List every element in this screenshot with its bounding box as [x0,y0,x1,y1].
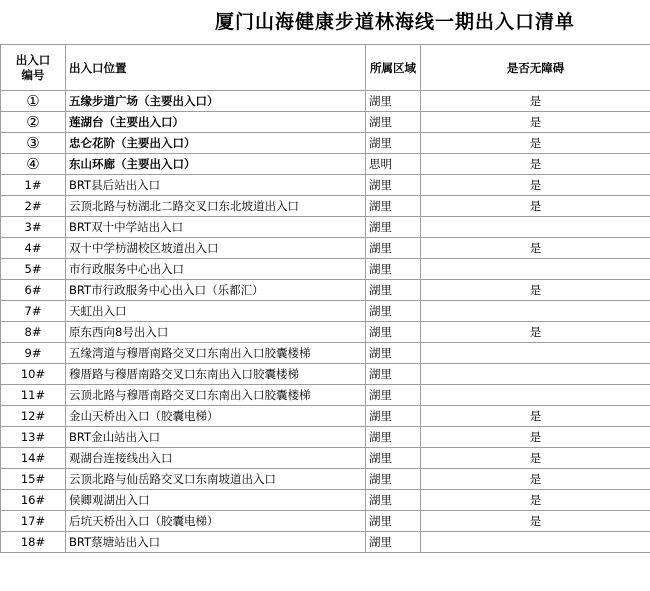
table-body [1,91,650,553]
cell-code[interactable]: 17# [1,511,66,532]
table-row [1,112,650,133]
cell-location[interactable]: 金山天桥出入口（胶囊电梯） [66,406,366,427]
table-row [1,196,650,217]
cell-code[interactable]: 2# [1,196,66,217]
cell-location[interactable]: 侯卿观湖出入口 [66,490,366,511]
table-row [1,154,650,175]
header-location[interactable]: 出入口位置 [66,45,366,91]
cell-code[interactable]: ④ [1,154,66,175]
cell-code[interactable]: 12# [1,406,66,427]
cell-code[interactable]: 18# [1,532,66,553]
cell-code[interactable]: 14# [1,448,66,469]
header-accessible[interactable]: 是否无障碍 [421,45,650,91]
cell-accessible[interactable]: 是 [421,112,650,133]
cell-code[interactable]: 10# [1,364,66,385]
cell-location[interactable]: 莲湖台（主要出入口） [66,112,366,133]
table-row [1,238,650,259]
cell-code[interactable]: 4# [1,238,66,259]
cell-code[interactable]: ① [1,91,66,112]
header-code-line1: 出入口 [15,52,51,67]
cell-area[interactable]: 湖里 [366,427,421,448]
cell-location[interactable]: 云顶北路与枋湖北二路交叉口东北坡道出入口 [66,196,366,217]
cell-area[interactable]: 湖里 [366,133,421,154]
cell-accessible[interactable]: 是 [421,91,650,112]
cell-area[interactable]: 湖里 [366,217,421,238]
table-row [1,217,650,238]
cell-location[interactable]: BRT双十中学站出入口 [66,217,366,238]
table-row [1,469,650,490]
cell-accessible[interactable]: 是 [421,427,650,448]
cell-accessible[interactable]: 是 [421,511,650,532]
cell-accessible[interactable]: 是 [421,490,650,511]
entrance-table [0,44,650,553]
cell-area[interactable]: 湖里 [366,196,421,217]
cell-accessible[interactable] [421,217,650,238]
cell-area[interactable]: 湖里 [366,532,421,553]
cell-area[interactable]: 湖里 [366,112,421,133]
cell-area[interactable]: 思明 [366,154,421,175]
document-title: 厦门山海健康步道林海线一期出入口清单 [214,11,575,33]
cell-accessible[interactable]: 是 [421,448,650,469]
table-header [1,45,650,91]
table-row [1,385,650,406]
table-row [1,280,650,301]
cell-accessible[interactable]: 是 [421,175,650,196]
table-row [1,364,650,385]
cell-code[interactable]: ② [1,112,66,133]
cell-location[interactable]: 后坑天桥出入口（胶囊电梯） [66,511,366,532]
table-row [1,511,650,532]
cell-accessible[interactable]: 是 [421,322,650,343]
cell-area[interactable]: 湖里 [366,448,421,469]
cell-accessible[interactable]: 是 [421,280,650,301]
cell-location[interactable]: 云顶北路与穆厝南路交叉口东南出入口胶囊楼梯 [66,385,366,406]
cell-location[interactable]: 原东西向8号出入口 [66,322,366,343]
cell-area[interactable]: 湖里 [366,259,421,280]
cell-accessible[interactable] [421,343,650,364]
cell-area[interactable]: 湖里 [366,280,421,301]
cell-location[interactable]: 五缘湾道与穆厝南路交叉口东南出入口胶囊楼梯 [66,343,366,364]
table-row [1,406,650,427]
header-code-line2: 编号 [21,67,45,82]
cell-code[interactable]: 8# [1,322,66,343]
cell-location[interactable]: BRT县后站出入口 [66,175,366,196]
cell-accessible[interactable]: 是 [421,133,650,154]
table-row [1,133,650,154]
table-row [1,322,650,343]
cell-code[interactable]: 3# [1,217,66,238]
cell-code[interactable]: 16# [1,490,66,511]
cell-code[interactable]: 6# [1,280,66,301]
cell-area[interactable]: 湖里 [366,364,421,385]
cell-location[interactable]: BRT蔡塘站出入口 [66,532,366,553]
cell-location[interactable]: 穆厝路与穆厝南路交叉口东南出入口胶囊楼梯 [66,364,366,385]
cell-accessible[interactable] [421,385,650,406]
cell-location[interactable]: 天虹出入口 [66,301,366,322]
cell-accessible[interactable]: 是 [421,196,650,217]
header-row [1,45,650,91]
cell-accessible[interactable] [421,259,650,280]
cell-area[interactable]: 湖里 [366,322,421,343]
table-row [1,448,650,469]
cell-location[interactable]: 市行政服务中心出入口 [66,259,366,280]
cell-location[interactable]: 忠仑花阶（主要出入口） [66,133,366,154]
cell-code[interactable]: ③ [1,133,66,154]
cell-area[interactable]: 湖里 [366,385,421,406]
cell-code[interactable]: 13# [1,427,66,448]
cell-location[interactable]: 五缘步道广场（主要出入口） [66,91,366,112]
cell-code[interactable]: 15# [1,469,66,490]
table-row [1,532,650,553]
cell-area[interactable]: 湖里 [366,406,421,427]
table-row [1,490,650,511]
table-row [1,427,650,448]
table-row [1,343,650,364]
table-row [1,259,650,280]
cell-accessible[interactable] [421,301,650,322]
cell-accessible[interactable]: 是 [421,238,650,259]
table-row [1,91,650,112]
cell-location[interactable]: 云顶北路与仙岳路交叉口东南坡道出入口 [66,469,366,490]
cell-location[interactable]: BRT金山站出入口 [66,427,366,448]
cell-area[interactable]: 湖里 [366,91,421,112]
table-row [1,175,650,196]
header-code[interactable] [1,45,66,91]
table-row [1,301,650,322]
cell-area[interactable]: 湖里 [366,175,421,196]
header-area[interactable]: 所属区域 [366,45,421,91]
cell-area[interactable]: 湖里 [366,469,421,490]
cell-location[interactable]: 东山环廊（主要出入口） [66,154,366,175]
cell-location[interactable]: 双十中学枋湖校区坡道出入口 [66,238,366,259]
cell-code[interactable]: 11# [1,385,66,406]
cell-accessible[interactable] [421,532,650,553]
cell-code[interactable]: 5# [1,259,66,280]
cell-code[interactable]: 7# [1,301,66,322]
cell-area[interactable]: 湖里 [366,301,421,322]
cell-accessible[interactable]: 是 [421,406,650,427]
cell-accessible[interactable]: 是 [421,154,650,175]
cell-accessible[interactable] [421,364,650,385]
cell-area[interactable]: 湖里 [366,238,421,259]
cell-area[interactable]: 湖里 [366,490,421,511]
cell-location[interactable]: 观湖台连接线出入口 [66,448,366,469]
cell-code[interactable]: 9# [1,343,66,364]
cell-area[interactable]: 湖里 [366,343,421,364]
cell-location[interactable]: BRT市行政服务中心出入口（乐都汇） [66,280,366,301]
cell-accessible[interactable]: 是 [421,469,650,490]
cell-area[interactable]: 湖里 [366,511,421,532]
cell-code[interactable]: 1# [1,175,66,196]
